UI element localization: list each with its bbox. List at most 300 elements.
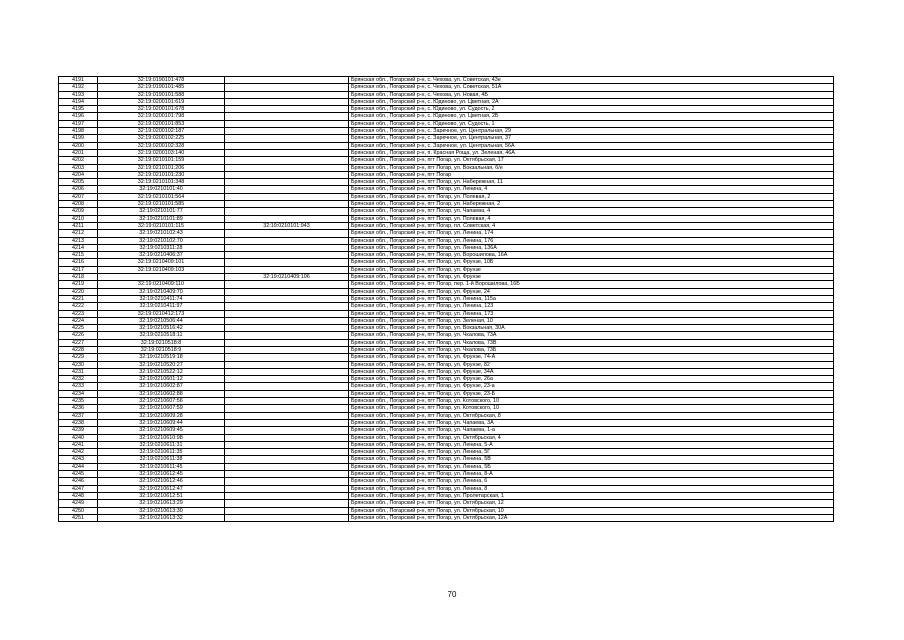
row-number-cell: 4234 <box>59 390 98 397</box>
table-row <box>59 485 834 492</box>
address-cell: Брянская обл., Погарский р-н, пгт Погар, ул. Фрунзе, 23-Б <box>349 390 834 397</box>
address-cell: Брянская обл., Погарский р-н, пгт Погар, ул. Октябрьская, 8 <box>349 412 834 419</box>
table-row <box>59 325 834 332</box>
table-row <box>59 288 834 295</box>
address-cell: Брянская обл., Погарский р-н, пгт Погар, ул. Чапаева, 1-а <box>349 427 834 434</box>
linked-cadastral-number-cell <box>225 244 349 251</box>
cadastral-number-cell: 32:19:0210516:42 <box>98 325 225 332</box>
cadastral-number-cell: 32:19:0210101:115 <box>98 222 225 229</box>
cadastral-number-cell: 32:19:0210411:74 <box>98 295 225 302</box>
cadastral-number-cell: 32:19:0210101:348 <box>98 179 225 186</box>
address-cell: Брянская обл., Погарский р-н, пгт Погар, ул. Котовского, 10 <box>349 405 834 412</box>
cadastral-number-cell: 32:19:0210611:31 <box>98 441 225 448</box>
address-cell: Брянская обл., Погарский р-н, с. Юдиново, ул. Цветная, 2Б <box>349 113 834 120</box>
table-row <box>59 186 834 193</box>
address-cell: Брянская обл., Погарский р-н, с. Заречное, ул. Центральная, 29 <box>349 128 834 135</box>
table-row <box>59 230 834 237</box>
linked-cadastral-number-cell <box>225 500 349 507</box>
row-number-cell: 4194 <box>59 98 98 105</box>
cadastral-number-cell: 32:19:0210101:230 <box>98 171 225 178</box>
row-number-cell: 4223 <box>59 310 98 317</box>
address-cell: Брянская обл., Погарский р-н, с. Юдиново, ул. Судость, 2 <box>349 106 834 113</box>
address-cell: Брянская обл., Погарский р-н, пгт Погар, ул. Вокзальная, 30А <box>349 325 834 332</box>
linked-cadastral-number-cell <box>225 91 349 98</box>
address-cell: Брянская обл., Погарский р-н, пгт Погар, ул. Ленина, 5-А <box>349 441 834 448</box>
table-row <box>59 310 834 317</box>
linked-cadastral-number-cell <box>225 354 349 361</box>
linked-cadastral-number-cell <box>225 77 349 84</box>
linked-cadastral-number-cell <box>225 288 349 295</box>
cadastral-number-cell: 32:19:0210409:70 <box>98 288 225 295</box>
table-row <box>59 252 834 259</box>
row-number-cell: 4226 <box>59 332 98 339</box>
address-cell: Брянская обл., Погарский р-н, пгт Погар, ул. Октябрьская, 12 <box>349 500 834 507</box>
address-cell: Брянская обл., Погарский р-н, пгт Погар, ул. Чкалова, 73В <box>349 339 834 346</box>
linked-cadastral-number-cell <box>225 237 349 244</box>
cadastral-number-cell: 32:19:0210602:88 <box>98 390 225 397</box>
table-row <box>59 405 834 412</box>
table-row <box>59 208 834 215</box>
table-row <box>59 478 834 485</box>
linked-cadastral-number-cell <box>225 310 349 317</box>
table-row <box>59 471 834 478</box>
row-number-cell: 4215 <box>59 252 98 259</box>
linked-cadastral-number-cell <box>225 398 349 405</box>
table-row <box>59 376 834 383</box>
table-row <box>59 98 834 105</box>
linked-cadastral-number-cell <box>225 149 349 156</box>
address-cell: Брянская обл., Погарский р-н, пгт Погар, ул. Котовского, 10 <box>349 398 834 405</box>
table-row <box>59 274 834 281</box>
cadastral-number-cell: 32:19:0210518:11 <box>98 332 225 339</box>
linked-cadastral-number-cell <box>225 171 349 178</box>
address-cell: Брянская обл., Погарский р-н, пгт Погар, ул. Фрунзе, 26а <box>349 376 834 383</box>
table-row <box>59 339 834 346</box>
linked-cadastral-number-cell <box>225 142 349 149</box>
row-number-cell: 4196 <box>59 113 98 120</box>
cadastral-number-cell: 32:19:0210601:12 <box>98 376 225 383</box>
row-number-cell: 4220 <box>59 288 98 295</box>
row-number-cell: 4248 <box>59 492 98 499</box>
linked-cadastral-number-cell <box>225 259 349 266</box>
table-row <box>59 303 834 310</box>
table-row <box>59 383 834 390</box>
row-number-cell: 4238 <box>59 419 98 426</box>
address-cell: Брянская обл., Погарский р-н, пгт Погар, ул. Чапаева, 3А <box>349 419 834 426</box>
cadastral-number-cell: 32:19:0210611:35 <box>98 449 225 456</box>
table-row <box>59 237 834 244</box>
linked-cadastral-number-cell <box>225 295 349 302</box>
linked-cadastral-number-cell <box>225 215 349 222</box>
row-number-cell: 4219 <box>59 281 98 288</box>
table-row <box>59 434 834 441</box>
address-cell: Брянская обл., Погарский р-н, пгт Погар, ул. Ленина, 8-А <box>349 471 834 478</box>
row-number-cell: 4208 <box>59 201 98 208</box>
linked-cadastral-number-cell <box>225 514 349 521</box>
row-number-cell: 4205 <box>59 179 98 186</box>
linked-cadastral-number-cell <box>225 186 349 193</box>
cadastral-number-cell: 32:19:0210613:30 <box>98 507 225 514</box>
address-cell: Брянская обл., Погарский р-н, пгт Погар, ул. Ленина, 176 <box>349 237 834 244</box>
row-number-cell: 4203 <box>59 164 98 171</box>
cadastral-number-cell: 32:19:0210520:27 <box>98 361 225 368</box>
row-number-cell: 4228 <box>59 346 98 353</box>
address-cell: Брянская обл., Погарский р-н, с. Чехова, ул. Советская, 43е <box>349 77 834 84</box>
linked-cadastral-number-cell <box>225 157 349 164</box>
row-number-cell: 4232 <box>59 376 98 383</box>
linked-cadastral-number-cell <box>225 346 349 353</box>
linked-cadastral-number-cell <box>225 419 349 426</box>
cadastral-number-cell: 32:19:0210610:98 <box>98 434 225 441</box>
address-cell: Брянская обл., Погарский р-н, пгт Погар, ул. Пролетарская, 1 <box>349 492 834 499</box>
address-cell: Брянская обл., Погарский р-н, пгт Погар, пер. 1-й Ворошилова, 16Б <box>349 281 834 288</box>
cadastral-number-cell: 32:19:0190101:588 <box>98 91 225 98</box>
row-number-cell: 4199 <box>59 135 98 142</box>
row-number-cell: 4222 <box>59 303 98 310</box>
cadastral-number-cell: 32:19:0210611:45 <box>98 463 225 470</box>
cadastral-number-cell: 32:19:0210522:12 <box>98 368 225 375</box>
cadastral-number-cell: 32:19:0210612:46 <box>98 478 225 485</box>
row-number-cell: 4236 <box>59 405 98 412</box>
cadastral-number-cell: 32:19:0210101:77 <box>98 208 225 215</box>
linked-cadastral-number-cell <box>225 492 349 499</box>
row-number-cell: 4192 <box>59 84 98 91</box>
row-number-cell: 4237 <box>59 412 98 419</box>
table-row <box>59 106 834 113</box>
address-cell: Брянская обл., Погарский р-н, с. Заречное, ул. Центральная, 37 <box>349 135 834 142</box>
register-table-body <box>59 77 834 522</box>
cadastral-number-cell: 32:19:0190101:485 <box>98 84 225 91</box>
linked-cadastral-number-cell <box>225 179 349 186</box>
table-row <box>59 222 834 229</box>
row-number-cell: 4210 <box>59 215 98 222</box>
address-cell: Брянская обл., Погарский р-н, с. Чехова, ул. Новая, 4Б <box>349 91 834 98</box>
cadastral-number-cell: 32:19:0210609:44 <box>98 419 225 426</box>
row-number-cell: 4204 <box>59 171 98 178</box>
row-number-cell: 4213 <box>59 237 98 244</box>
row-number-cell: 4211 <box>59 222 98 229</box>
table-row <box>59 449 834 456</box>
cadastral-number-cell: 32:19:0200101:619 <box>98 98 225 105</box>
linked-cadastral-number-cell <box>225 325 349 332</box>
address-cell: Брянская обл., Погарский р-н, с. Заречное, ул. Центральная, 56А <box>349 142 834 149</box>
cadastral-number-cell: 32:19:0210609:45 <box>98 427 225 434</box>
cadastral-number-cell: 32:19:0210101:40 <box>98 186 225 193</box>
cadastral-number-cell <box>98 274 225 281</box>
table-row <box>59 463 834 470</box>
table-row <box>59 346 834 353</box>
linked-cadastral-number-cell: 32:19:0210409:106 <box>225 274 349 281</box>
table-row <box>59 514 834 521</box>
linked-cadastral-number-cell <box>225 390 349 397</box>
cadastral-number-cell: 32:19:0210102:70 <box>98 237 225 244</box>
table-row <box>59 368 834 375</box>
cadastral-number-cell: 32:19:0210612:51 <box>98 492 225 499</box>
table-row <box>59 193 834 200</box>
table-row <box>59 507 834 514</box>
address-cell: Брянская обл., Погарский р-н, пгт Погар, ул. Зеленая, 10 <box>349 317 834 324</box>
cadastral-number-cell: 32:19:0210518:9 <box>98 346 225 353</box>
linked-cadastral-number-cell <box>225 485 349 492</box>
linked-cadastral-number-cell <box>225 456 349 463</box>
linked-cadastral-number-cell <box>225 441 349 448</box>
linked-cadastral-number-cell <box>225 449 349 456</box>
address-cell: Брянская обл., Погарский р-н, пгт Погар, ул. Ленина, 8 <box>349 485 834 492</box>
cadastral-number-cell: 32:19:0200102:328 <box>98 142 225 149</box>
row-number-cell: 4209 <box>59 208 98 215</box>
address-cell: Брянская обл., Погарский р-н, пгт Погар, ул. Ленина, 174 <box>349 230 834 237</box>
linked-cadastral-number-cell <box>225 507 349 514</box>
address-cell: Брянская обл., Погарский р-н, пгт Погар, ул. Ленина, 5В <box>349 456 834 463</box>
cadastral-number-cell: 32:19:0210506:44 <box>98 317 225 324</box>
cadastral-number-cell: 32:19:0210611:38 <box>98 456 225 463</box>
address-cell: Брянская обл., Погарский р-н, пгт Погар, ул. Полевая, 4 <box>349 215 834 222</box>
linked-cadastral-number-cell <box>225 303 349 310</box>
linked-cadastral-number-cell <box>225 281 349 288</box>
address-cell: Брянская обл., Погарский р-н, пгт Погар, ул. Вокзальная, б/н <box>349 164 834 171</box>
linked-cadastral-number-cell: 32:19:0210101:943 <box>225 222 349 229</box>
cadastral-number-cell: 32:19:0210612:45 <box>98 471 225 478</box>
table-row <box>59 84 834 91</box>
row-number-cell: 4212 <box>59 230 98 237</box>
address-cell: Брянская обл., Погарский р-н, пгт Погар, ул. Октябрьская, 17 <box>349 157 834 164</box>
row-number-cell: 4216 <box>59 259 98 266</box>
table-row <box>59 149 834 156</box>
linked-cadastral-number-cell <box>225 201 349 208</box>
row-number-cell: 4243 <box>59 456 98 463</box>
cadastral-number-cell: 32:19:0210602:87 <box>98 383 225 390</box>
row-number-cell: 4198 <box>59 128 98 135</box>
table-row <box>59 201 834 208</box>
table-row <box>59 128 834 135</box>
linked-cadastral-number-cell <box>225 463 349 470</box>
address-cell: Брянская обл., Погарский р-н, пгт Погар, ул. Фрунзе, 10Б <box>349 259 834 266</box>
address-cell: Брянская обл., Погарский р-н, пгт Погар, ул. Полевая, 2 <box>349 193 834 200</box>
table-row <box>59 419 834 426</box>
table-row <box>59 412 834 419</box>
linked-cadastral-number-cell <box>225 412 349 419</box>
row-number-cell: 4241 <box>59 441 98 448</box>
linked-cadastral-number-cell <box>225 339 349 346</box>
row-number-cell: 4214 <box>59 244 98 251</box>
row-number-cell: 4207 <box>59 193 98 200</box>
table-row <box>59 120 834 127</box>
address-cell: Брянская обл., Погарский р-н, пгт Погар, ул. Фрунзе, 24 <box>349 288 834 295</box>
table-row <box>59 171 834 178</box>
row-number-cell: 4247 <box>59 485 98 492</box>
row-number-cell: 4251 <box>59 514 98 521</box>
table-row <box>59 135 834 142</box>
address-cell: Брянская обл., Погарский р-н, с. Юдиново, ул. Судость, 1 <box>349 120 834 127</box>
table-row <box>59 456 834 463</box>
cadastral-number-cell: 32:19:0210102:43 <box>98 230 225 237</box>
cadastral-number-cell: 32:19:0200102:225 <box>98 135 225 142</box>
cadastral-number-cell: 32:19:0210518:8 <box>98 339 225 346</box>
cadastral-number-cell: 32:19:0210311:28 <box>98 244 225 251</box>
row-number-cell: 4240 <box>59 434 98 441</box>
address-cell: Брянская обл., Погарский р-н, пгт Погар, ул. Набережная, 2 <box>349 201 834 208</box>
row-number-cell: 4193 <box>59 91 98 98</box>
linked-cadastral-number-cell <box>225 252 349 259</box>
row-number-cell: 4206 <box>59 186 98 193</box>
address-cell: Брянская обл., Погарский р-н, пгт Погар, ул. Чкалова, 73А <box>349 332 834 339</box>
linked-cadastral-number-cell <box>225 383 349 390</box>
row-number-cell: 4225 <box>59 325 98 332</box>
row-number-cell: 4227 <box>59 339 98 346</box>
row-number-cell: 4217 <box>59 266 98 273</box>
address-cell: Брянская обл., Погарский р-н, пгт Погар, ул. Ленина, 123 <box>349 303 834 310</box>
row-number-cell: 4245 <box>59 471 98 478</box>
table-row <box>59 398 834 405</box>
address-cell: Брянская обл., Погарский р-н, пгт Погар, пл. Советская, 4 <box>349 222 834 229</box>
address-cell: Брянская обл., Погарский р-н, пгт Погар, ул. Ленина, 6 <box>349 478 834 485</box>
linked-cadastral-number-cell <box>225 361 349 368</box>
linked-cadastral-number-cell <box>225 266 349 273</box>
address-cell: Брянская обл., Погарский р-н, пгт Погар, ул. Фрунзе, 74-А <box>349 354 834 361</box>
table-row <box>59 441 834 448</box>
cadastral-number-cell: 32:19:0210101:206 <box>98 164 225 171</box>
cadastral-number-cell: 32:19:0210519:18 <box>98 354 225 361</box>
address-cell: Брянская обл., Погарский р-н, пгт Погар, ул. Октябрьская, 4 <box>349 434 834 441</box>
row-number-cell: 4249 <box>59 500 98 507</box>
table-row <box>59 157 834 164</box>
linked-cadastral-number-cell <box>225 317 349 324</box>
cadastral-number-cell: 32:19:0210406:37 <box>98 252 225 259</box>
cadastral-number-cell: 32:19:0210412:173 <box>98 310 225 317</box>
row-number-cell: 4246 <box>59 478 98 485</box>
address-cell: Брянская обл., Погарский р-н, пгт Погар, ул. Фрунзе, 82 <box>349 361 834 368</box>
linked-cadastral-number-cell <box>225 164 349 171</box>
row-number-cell: 4201 <box>59 149 98 156</box>
address-cell: Брянская обл., Погарский р-н, пгт Погар <box>349 171 834 178</box>
linked-cadastral-number-cell <box>225 120 349 127</box>
address-cell: Брянская обл., Погарский р-н, пгт Погар, ул. Октябрьская, 12А <box>349 514 834 521</box>
cadastral-number-cell: 32:19:0210607:56 <box>98 398 225 405</box>
row-number-cell: 4244 <box>59 463 98 470</box>
linked-cadastral-number-cell <box>225 478 349 485</box>
cadastral-number-cell: 32:19:0200101:678 <box>98 106 225 113</box>
table-row <box>59 492 834 499</box>
cadastral-number-cell: 32:19:0200103:140 <box>98 149 225 156</box>
table-row <box>59 77 834 84</box>
row-number-cell: 4197 <box>59 120 98 127</box>
table-row <box>59 164 834 171</box>
table-row <box>59 361 834 368</box>
row-number-cell: 4242 <box>59 449 98 456</box>
register-table <box>58 76 834 522</box>
linked-cadastral-number-cell <box>225 98 349 105</box>
address-cell: Брянская обл., Погарский р-н, пгт Погар, ул. Чапаева, 4 <box>349 208 834 215</box>
linked-cadastral-number-cell <box>225 84 349 91</box>
address-cell: Брянская обл., Погарский р-н, пгт Погар, ул. Фрунзе, 34А <box>349 368 834 375</box>
table-row <box>59 179 834 186</box>
table-row <box>59 295 834 302</box>
row-number-cell: 4229 <box>59 354 98 361</box>
cadastral-number-cell: 32:19:0210101:89 <box>98 215 225 222</box>
row-number-cell: 4221 <box>59 295 98 302</box>
address-cell: Брянская обл., Погарский р-н, с. Чехова, ул. Советская, 51А <box>349 84 834 91</box>
cadastral-number-cell: 32:19:0210411:97 <box>98 303 225 310</box>
linked-cadastral-number-cell <box>225 368 349 375</box>
cadastral-number-cell: 32:19:0200102:187 <box>98 128 225 135</box>
linked-cadastral-number-cell <box>225 427 349 434</box>
linked-cadastral-number-cell <box>225 193 349 200</box>
row-number-cell: 4233 <box>59 383 98 390</box>
table-row <box>59 332 834 339</box>
address-cell: Брянская обл., Погарский р-н, пгт Погар, ул. Ленина, 136А <box>349 244 834 251</box>
page-number: 70 <box>447 590 457 599</box>
address-cell: Брянская обл., Погарский р-н, пгт Погар, ул. Фрунзе <box>349 266 834 273</box>
address-cell: Брянская обл., Погарский р-н, пгт Погар, ул. Чкалова, 73Б <box>349 346 834 353</box>
row-number-cell: 4230 <box>59 361 98 368</box>
address-cell: Брянская обл., Погарский р-н, пгт Погар, ул. Набережная, 11 <box>349 179 834 186</box>
row-number-cell: 4200 <box>59 142 98 149</box>
address-cell: Брянская обл., Погарский р-н, с. Юдиново, ул. Цветная, 2А <box>349 98 834 105</box>
row-number-cell: 4191 <box>59 77 98 84</box>
cadastral-number-cell: 32:19:0210409:103 <box>98 266 225 273</box>
linked-cadastral-number-cell <box>225 376 349 383</box>
address-cell: Брянская обл., Погарский р-н, пгт Погар, ул. Октябрьская, 10 <box>349 507 834 514</box>
row-number-cell: 4250 <box>59 507 98 514</box>
linked-cadastral-number-cell <box>225 434 349 441</box>
row-number-cell: 4224 <box>59 317 98 324</box>
table-row <box>59 266 834 273</box>
table-row <box>59 317 834 324</box>
cadastral-number-cell: 32:19:0200101:853 <box>98 120 225 127</box>
cadastral-number-cell: 32:19:0200101:798 <box>98 113 225 120</box>
cadastral-number-cell: 32:19:0190101:478 <box>98 77 225 84</box>
row-number-cell: 4235 <box>59 398 98 405</box>
cadastral-number-cell: 32:19:0210607:59 <box>98 405 225 412</box>
address-cell: Брянская обл., Погарский р-н, пгт Погар, ул. Фрунзе, 23-а <box>349 383 834 390</box>
linked-cadastral-number-cell <box>225 106 349 113</box>
row-number-cell: 4231 <box>59 368 98 375</box>
linked-cadastral-number-cell <box>225 230 349 237</box>
cadastral-number-cell: 32:19:0210409:101 <box>98 259 225 266</box>
row-number-cell: 4239 <box>59 427 98 434</box>
linked-cadastral-number-cell <box>225 332 349 339</box>
cadastral-number-cell: 32:19:0210101:159 <box>98 157 225 164</box>
cadastral-number-cell: 32:19:0210409:110 <box>98 281 225 288</box>
table-row <box>59 500 834 507</box>
linked-cadastral-number-cell <box>225 113 349 120</box>
table-row <box>59 91 834 98</box>
address-cell: Брянская обл., Погарский р-н, пгт Погар, ул. Ленина, 115а <box>349 295 834 302</box>
address-cell: Брянская обл., Погарский р-н, пгт Погар, ул. Ленина, 173 <box>349 310 834 317</box>
address-cell: Брянская обл., Погарский р-н, пгт Погар, ул. Ворошилова, 16А <box>349 252 834 259</box>
address-cell: Брянская обл., Погарский р-н, пгт Погар, ул. Ленина, 4 <box>349 186 834 193</box>
cadastral-number-cell: 32:19:0210101:585 <box>98 201 225 208</box>
cadastral-number-cell: 32:19:0210101:564 <box>98 193 225 200</box>
cadastral-number-cell: 32:19:0210613:32 <box>98 514 225 521</box>
address-cell: Брянская обл., Погарский р-н, пгт Погар, ул. Ленина, 5Г <box>349 449 834 456</box>
table-row <box>59 354 834 361</box>
address-cell: Брянская обл., Погарский р-н, пгт Погар, ул. Ленина, 5Б <box>349 463 834 470</box>
cadastral-number-cell: 32:19:0210609:28 <box>98 412 225 419</box>
table-row <box>59 142 834 149</box>
table-row <box>59 281 834 288</box>
cadastral-number-cell: 32:19:0210612:47 <box>98 485 225 492</box>
address-cell: Брянская обл., Погарский р-н, п. Красная Роща, ул. Зеленая, 46А <box>349 149 834 156</box>
table-row <box>59 390 834 397</box>
table-row <box>59 427 834 434</box>
row-number-cell: 4202 <box>59 157 98 164</box>
table-row <box>59 244 834 251</box>
cadastral-number-cell: 32:19:0210613:29 <box>98 500 225 507</box>
linked-cadastral-number-cell <box>225 405 349 412</box>
table-row <box>59 113 834 120</box>
linked-cadastral-number-cell <box>225 471 349 478</box>
